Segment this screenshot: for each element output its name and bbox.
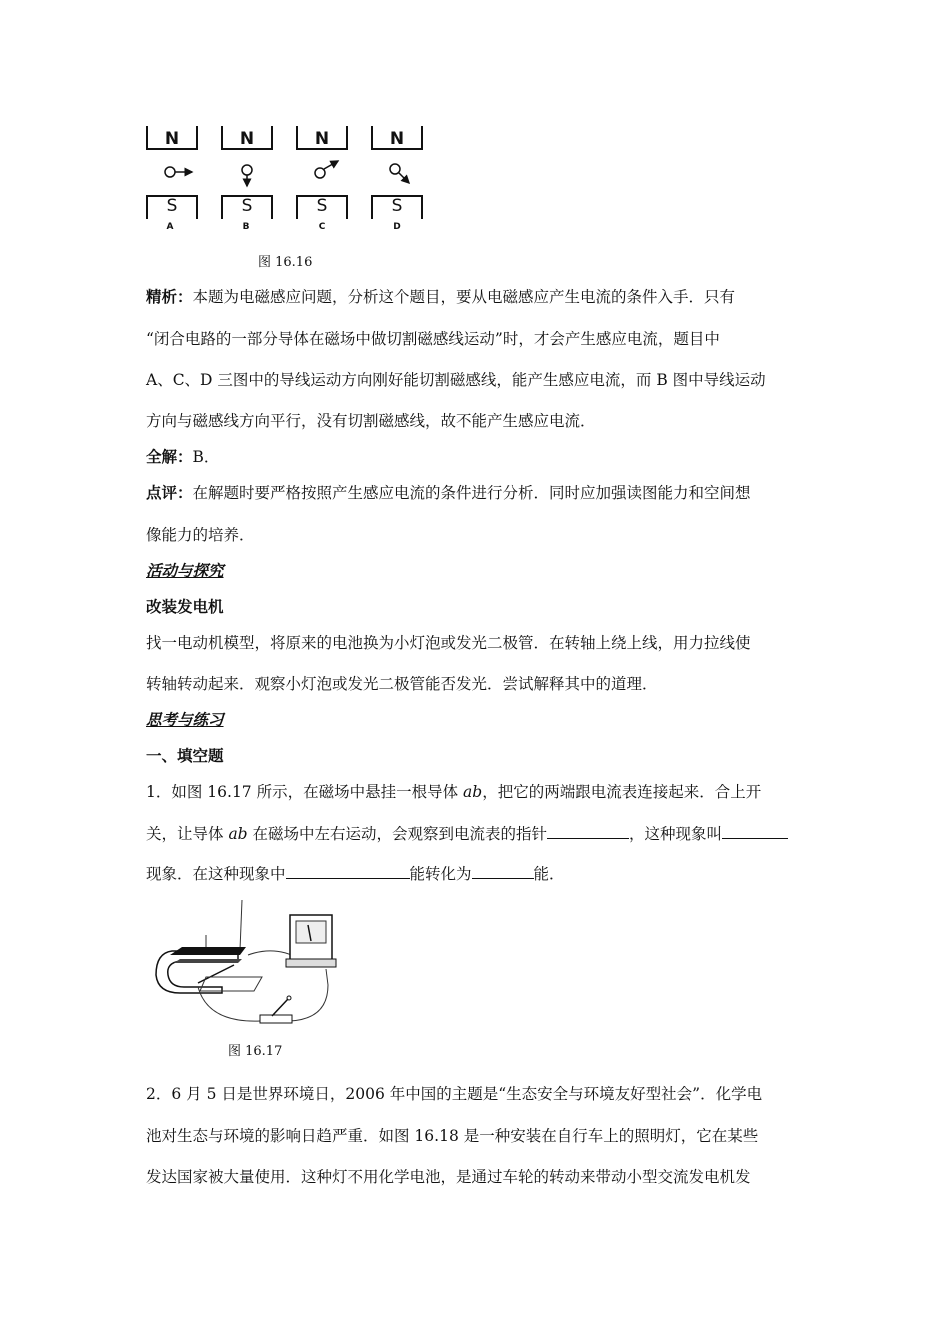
q1-text-3b: 能转化为 — [409, 865, 472, 883]
q1-text-2c: ，这种现象叫 — [629, 825, 723, 843]
q1-line-3 — [146, 862, 565, 885]
q1-line-1 — [146, 781, 761, 803]
activity-line-1: 找一电动机模型，将原来的电池换为小灯泡或发光二极管．在转轴上绕上线，用力拉线使 — [146, 634, 751, 652]
figure-16-17-caption: 图 16.17 — [228, 1044, 283, 1059]
q2-line-2: 池对生态与环境的影响日趋严重．如图 16.18 是一种安装在自行车上的照明灯，它在某些 — [146, 1127, 759, 1145]
activity-heading: 活动与探究 — [146, 562, 224, 580]
analysis-line-3: A、C、D 三图中的导线运动方向刚好能切割磁感线，能产生感应电流，而 B 图中导线运动 — [146, 371, 766, 389]
conductor-a — [165, 167, 175, 177]
conductor-motion-arrows — [140, 152, 440, 192]
conductor-c — [315, 168, 325, 178]
south-label-c: S — [316, 196, 328, 216]
answer-label: 全解： — [146, 448, 193, 466]
q1-text-2a: 关，让导体 — [146, 825, 229, 843]
q2-line-3: 发达国家被大量使用．这种灯不用化学电池，是通过车轮的转动来带动小型交流发电机发 — [146, 1168, 751, 1186]
q1-text-1b: ，把它的两端跟电流表连接起来．合上开 — [482, 783, 762, 801]
q1-blank-2[interactable] — [722, 822, 788, 839]
q2-line-1: 2．6 月 5 日是世界环境日，2006 年中国的主题是“生态安全与环境友好型社会”．化学电 — [146, 1085, 763, 1103]
figure-16-16-caption: 图 16.16 — [258, 255, 313, 270]
activity-title: 改装发电机 — [146, 598, 224, 616]
south-label-a: S — [166, 196, 178, 216]
analysis-line-1 — [146, 286, 735, 308]
answer-text: B． — [192, 448, 220, 466]
comment-line-1 — [146, 482, 751, 504]
analysis-line-2: “闭合电路的一部分导体在磁场中做切割磁感线运动”时，才会产生感应电流，题目中 — [146, 330, 720, 348]
q1-text-3a: 现象．在这种现象中 — [146, 865, 286, 883]
north-label-b: N — [239, 129, 255, 149]
option-label-b: B — [242, 222, 250, 232]
q1-ab-2: ab — [228, 825, 248, 843]
comment-line-2: 像能力的培养． — [146, 526, 255, 544]
arrow-d — [399, 173, 409, 183]
conductor-d — [390, 164, 400, 174]
answer-line — [146, 446, 219, 468]
north-label-d: N — [389, 129, 405, 149]
option-label-a: A — [166, 222, 174, 232]
u-magnet — [156, 951, 238, 993]
q1-ab-1: ab — [463, 783, 483, 801]
conductor-b — [242, 165, 252, 175]
arrow-c — [324, 161, 338, 169]
q1-text-2b: 在磁场中左右运动，会观察到电流表的指针 — [247, 825, 548, 843]
figure-16-17 — [150, 895, 350, 1030]
switch — [260, 1015, 292, 1023]
conductor-ab — [198, 965, 234, 983]
q1-blank-3[interactable] — [286, 862, 410, 879]
option-label-c: C — [318, 222, 326, 232]
analysis-line-4: 方向与磁感线方向平行，没有切割磁感线，故不能产生感应电流． — [146, 412, 596, 430]
activity-line-2: 转轴转动起来．观察小灯泡或发光二极管能否发光．尝试解释其中的道理． — [146, 675, 658, 693]
comment-label: 点评： — [146, 484, 193, 502]
q1-text-3c: 能． — [533, 865, 565, 883]
south-label-d: S — [391, 196, 403, 216]
analysis-text-1: 本题为电磁感应问题，分析这个题目，要从电磁感应产生电流的条件入手．只有 — [192, 288, 736, 306]
option-label-d: D — [393, 222, 401, 232]
q1-text-1a: 1．如图 16.17 所示，在磁场中悬挂一根导体 — [146, 783, 464, 801]
practice-section: 一、填空题 — [146, 747, 224, 765]
north-label-a: N — [164, 129, 180, 149]
analysis-label: 精析： — [146, 288, 193, 306]
q1-line-2 — [146, 822, 788, 845]
q1-blank-1[interactable] — [547, 822, 629, 839]
comment-text-1: 在解题时要严格按照产生感应电流的条件进行分析．同时应加强读图能力和空间想 — [192, 484, 751, 502]
q1-blank-4[interactable] — [472, 862, 534, 879]
north-label-c: N — [314, 129, 330, 149]
suspension-wire — [240, 900, 242, 950]
magnet-top-face — [170, 947, 246, 955]
south-label-b: S — [241, 196, 253, 216]
practice-heading: 思考与练习 — [146, 711, 224, 729]
